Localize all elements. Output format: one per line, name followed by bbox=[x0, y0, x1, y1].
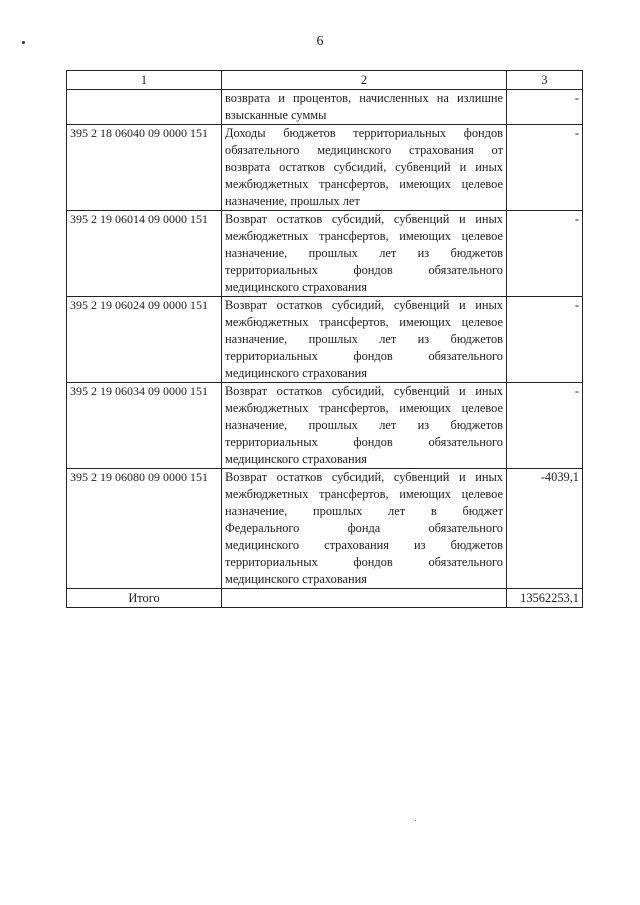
column-header-1: 1 bbox=[67, 71, 222, 90]
description-line: медицинского страхования bbox=[225, 366, 367, 380]
description bbox=[222, 469, 507, 589]
description-line: назначение, прошлых лет из бюджетов bbox=[225, 246, 503, 260]
description-line: назначение, прошлых лет из бюджетов bbox=[225, 418, 503, 432]
total-label: Итого bbox=[67, 589, 222, 608]
description-line: межбюджетных трансфертов, имеющих целевое bbox=[225, 487, 503, 501]
budget-code: 395 2 19 06024 09 0000 151 bbox=[67, 297, 222, 383]
description-line: медицинского страхования из бюджетов bbox=[225, 538, 503, 552]
column-header-2: 2 bbox=[222, 71, 507, 90]
amount: -4039,1 bbox=[507, 469, 583, 589]
description-line: межбюджетных трансфертов, имеющих целевое bbox=[225, 229, 503, 243]
description-line: медицинского страхования bbox=[225, 280, 367, 294]
table-row bbox=[67, 90, 583, 125]
amount: - bbox=[507, 297, 583, 383]
description-line: межбюджетных трансфертов, имеющих целевое bbox=[225, 177, 503, 191]
budget-code: 395 2 19 06034 09 0000 151 bbox=[67, 383, 222, 469]
description-line: назначение, прошлых лет в бюджет bbox=[225, 504, 503, 518]
amount: - bbox=[507, 383, 583, 469]
budget-code: 395 2 19 06014 09 0000 151 bbox=[67, 211, 222, 297]
column-header-3: 3 bbox=[507, 71, 583, 90]
total-amount: 13562253,1 bbox=[507, 589, 583, 608]
description bbox=[222, 90, 507, 125]
amount: - bbox=[507, 90, 583, 125]
description-line: медицинского страхования bbox=[225, 452, 367, 466]
description-line: Возврат остатков субсидий, субвенций и иных bbox=[225, 212, 503, 226]
amount: - bbox=[507, 211, 583, 297]
description bbox=[222, 125, 507, 211]
description-line: территориальных фондов обязательного bbox=[225, 555, 503, 569]
page-number: 6 bbox=[316, 34, 324, 49]
budget-table bbox=[66, 70, 583, 608]
description-line: Возврат остатков субсидий, субвенций и иных bbox=[225, 470, 503, 484]
description bbox=[222, 297, 507, 383]
description-line: назначение, прошлых лет bbox=[225, 194, 360, 208]
description bbox=[222, 211, 507, 297]
budget-code bbox=[67, 90, 222, 125]
description-line: обязательного медицинского страхования от bbox=[225, 143, 503, 157]
description-line: назначение, прошлых лет из бюджетов bbox=[225, 332, 503, 346]
description-line: территориальных фондов обязательного bbox=[225, 263, 503, 277]
description-line: Федерального фонда обязательного bbox=[225, 521, 503, 535]
table-header-row bbox=[67, 71, 583, 90]
total-description-cell bbox=[222, 589, 507, 608]
table-row bbox=[67, 125, 583, 211]
description-line: медицинского страхования bbox=[225, 572, 367, 586]
scan-speck bbox=[415, 820, 416, 821]
description-line: возврата и процентов, начисленных на излишне bbox=[225, 91, 503, 105]
scan-speck bbox=[22, 41, 25, 44]
description-line: межбюджетных трансфертов, имеющих целевое bbox=[225, 401, 503, 415]
table-row bbox=[67, 469, 583, 589]
description-line: территориальных фондов обязательного bbox=[225, 349, 503, 363]
table-row bbox=[67, 297, 583, 383]
table-row bbox=[67, 383, 583, 469]
budget-code: 395 2 19 06080 09 0000 151 bbox=[67, 469, 222, 589]
description-line: Доходы бюджетов территориальных фондов bbox=[225, 126, 503, 140]
total-row bbox=[67, 589, 583, 608]
description bbox=[222, 383, 507, 469]
description-line: территориальных фондов обязательного bbox=[225, 435, 503, 449]
description-line: Возврат остатков субсидий, субвенций и иных bbox=[225, 384, 503, 398]
description-line: взысканные суммы bbox=[225, 108, 327, 122]
description-line: возврата остатков субсидий, субвенций и иных bbox=[225, 160, 503, 174]
amount: - bbox=[507, 125, 583, 211]
budget-code: 395 2 18 06040 09 0000 151 bbox=[67, 125, 222, 211]
table-row bbox=[67, 211, 583, 297]
description-line: Возврат остатков субсидий, субвенций и иных bbox=[225, 298, 503, 312]
description-line: межбюджетных трансфертов, имеющих целевое bbox=[225, 315, 503, 329]
